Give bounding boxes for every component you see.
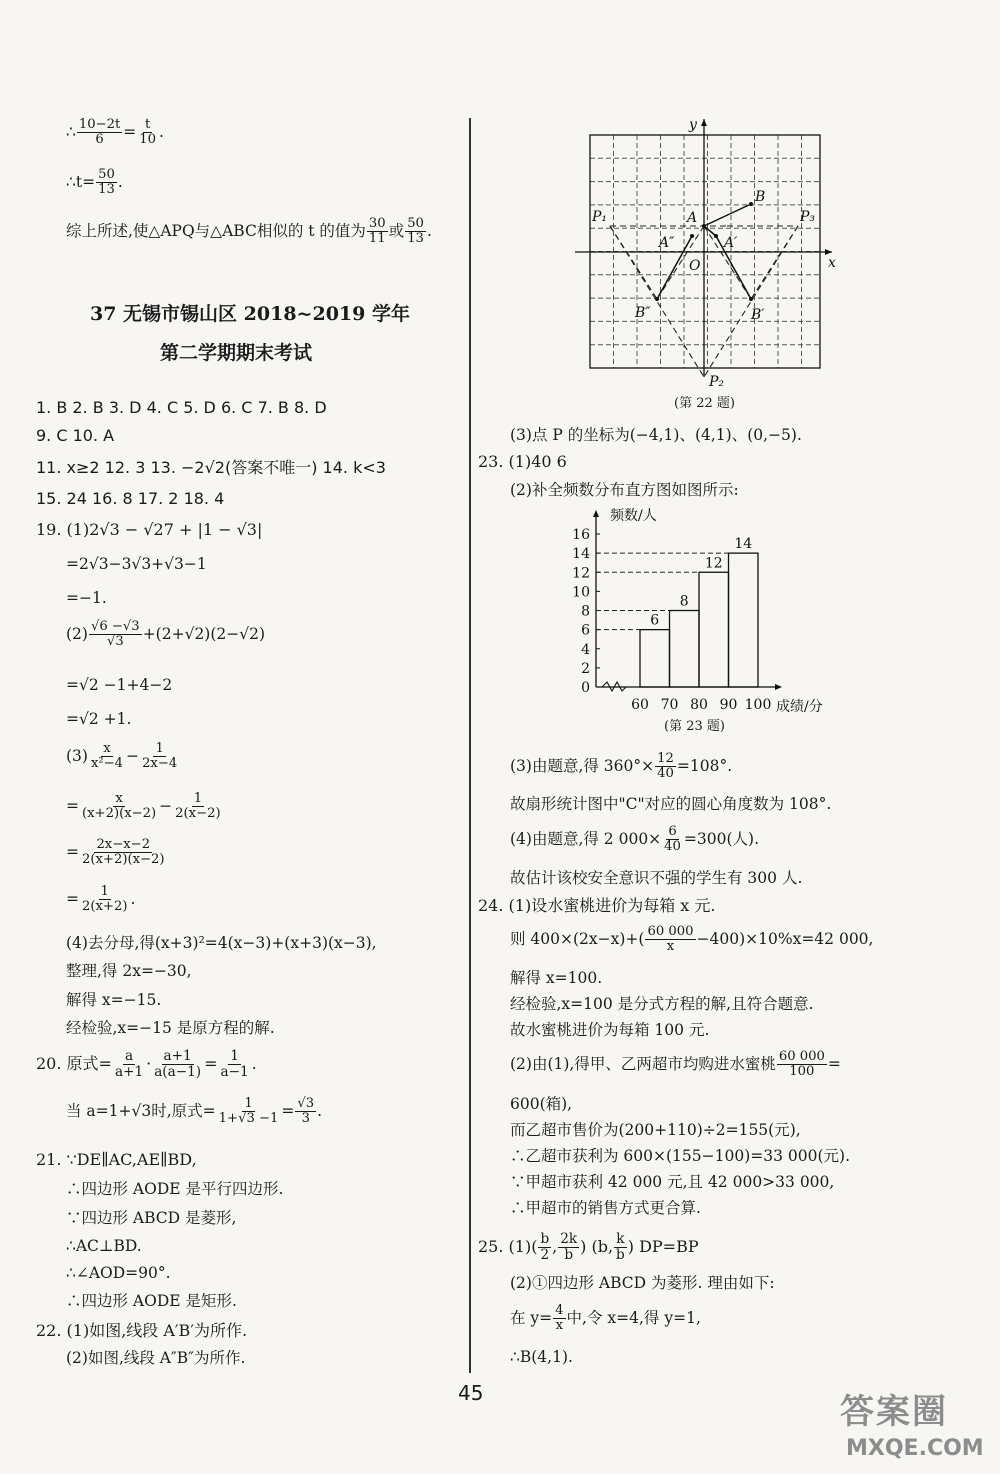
q23-4b: 故估计该校安全意识不强的学生有 300 人. xyxy=(510,869,803,887)
l3-conclusion: 综上所述,使△APQ与△ABC相似的 t 的值为 $\frac{30}{11}$ 或 $\frac{50}{13}$ . xyxy=(66,216,432,247)
answers-9-10: 9. C 10. A xyxy=(36,426,115,445)
hist-x-tick-label: 60 xyxy=(631,697,649,713)
fig22-label-a: A xyxy=(687,210,698,226)
section-subtitle: 第二学期期末考试 xyxy=(160,342,313,364)
fig22-label-x: x xyxy=(828,255,836,271)
q19-1-line1: 19. (1)2√3 − √27 + |1 − √3| xyxy=(36,520,263,539)
q21-line2: ∴四边形 AODE 是平行四边形. xyxy=(66,1180,284,1198)
q19-2-line2: =√2 −1+4−2 xyxy=(66,676,173,694)
hist-y-tick-label: 0 xyxy=(581,680,590,696)
page-number: 45 xyxy=(458,1381,484,1405)
hist-bar xyxy=(729,553,759,687)
q23-3b: 故扇形统计图中"C"对应的圆心角度数为 108°. xyxy=(510,795,832,813)
q19-3-line2: = $\frac{x}{(x+2)(x-2)}$ − $\frac{1}{2(x-2)}$ xyxy=(66,791,221,822)
hist-x-tick-label: 70 xyxy=(660,697,679,713)
q19-2-line1: (2) $\frac{√6 -√3}{√3}$ +(2+√2)(2−√2) xyxy=(66,619,266,650)
hist-y-tick-label: 4 xyxy=(581,641,590,658)
fig22-label-b1: B′ xyxy=(751,307,765,323)
fig22-label-p3: P₃ xyxy=(800,209,816,225)
q24-line9: ∴乙超市获利为 600×(155−100)=33 000(元). xyxy=(510,1147,850,1165)
q21-line4: ∴AC⊥BD. xyxy=(66,1237,142,1255)
q19-3-line1: (3) $\frac{x}{\text{x²−4}}$ − $\frac{1}{2x-4}$ xyxy=(66,741,178,772)
fig22-label-b2: B″ xyxy=(635,305,651,321)
hist-y-tick-label: 14 xyxy=(572,546,590,563)
hist-y-axis-title: 频数/人 xyxy=(610,508,657,524)
fig22-label-p2: P₂ xyxy=(709,374,725,390)
q21-line5: ∴∠AOD=90°. xyxy=(66,1264,171,1282)
section-title: 37 无锡市锡山区 2018~2019 学年 xyxy=(90,303,410,325)
q22-3: (3)点 P 的坐标为(−4,1)、(4,1)、(0,−5). xyxy=(510,426,802,444)
q24-line10: ∵甲超市获利 42 000 元,且 42 000>33 000, xyxy=(510,1173,835,1191)
hist-bar xyxy=(670,611,700,688)
q24-line2: 则 400×(2x−x)+( $\frac{60 000}{x}$ −400)×10%x=42 000, xyxy=(510,924,874,955)
fig22-label-a1: A′ xyxy=(724,235,738,251)
hist-y-tick-label: 6 xyxy=(581,622,590,639)
hist-y-tick-label: 8 xyxy=(581,603,590,620)
q19-3-line4: = $\frac{1}{2(x+2)}$ . xyxy=(66,884,136,915)
q23-4: (4)由题意,得 2 000× $\frac{6}{40}$ =300(人). xyxy=(510,824,760,855)
q24-line4: 经检验,x=100 是分式方程的解,且符合题意. xyxy=(510,995,814,1013)
hist-value-label: 6 xyxy=(650,612,660,629)
watermark-logo: 答案圈 xyxy=(840,1392,948,1432)
l1-equation: ∴ $\frac{10-2t}{6}$ = $\frac{t}{10}$ . xyxy=(66,117,164,148)
hist-x-axis-title: 成绩/分 xyxy=(776,699,823,715)
q21-line1: 21. ∵DE∥AC,AE∥BD, xyxy=(36,1150,197,1169)
fig22-label-y: y xyxy=(689,117,697,133)
q24-line1: 24. (1)设水蜜桃进价为每箱 x 元. xyxy=(478,896,716,915)
fig22-label-o: O xyxy=(689,258,701,274)
q19-2-line3: =√2 +1. xyxy=(66,710,132,728)
q19-1-line3: =−1. xyxy=(66,589,107,607)
q21-line3: ∵四边形 ABCD 是菱形, xyxy=(66,1209,237,1227)
hist-x-tick-label: 100 xyxy=(744,697,772,713)
hist-x-tick-label: 80 xyxy=(690,697,708,713)
column-divider xyxy=(469,118,471,1373)
q22-line1: 22. (1)如图,线段 A′B′为所作. xyxy=(36,1321,248,1340)
q19-4-line1: (4)去分母,得(x+3)²=4(x−3)+(x+3)(x−3), xyxy=(66,934,377,952)
answers-11-14: 11. x≥2 12. 3 13. −2√2(答案不唯一) 14. k<3 xyxy=(36,458,386,477)
q25-line4: ∴B(4,1). xyxy=(510,1348,573,1366)
hist-y-tick-label: 10 xyxy=(572,584,590,601)
l2-equation: ∴t= $\frac{50}{13}$ . xyxy=(66,167,123,198)
q25-line1: 25. (1)( $\frac{b}{2}$ , $\frac{2k}{b}$ ) (b, $\frac{k}{b}$ ) DP=BP xyxy=(478,1231,699,1263)
fig22-label-b: B xyxy=(755,189,766,205)
q19-3-line3: = $\frac{2x-x-2}{2(x+2)(x-2)}$ xyxy=(66,837,165,868)
q19-4-line3: 解得 x=−15. xyxy=(66,991,162,1009)
figure-22-caption: (第 22 题) xyxy=(674,396,735,411)
hist-y-tick-label: 16 xyxy=(572,527,590,543)
q23-3: (3)由题意,得 360°× $\frac{12}{40}$ =108°. xyxy=(510,751,733,782)
q19-4-line4: 经检验,x=−15 是原方程的解. xyxy=(66,1019,275,1037)
watermark-url: MXQE.COM xyxy=(846,1436,984,1461)
hist-value-label: 8 xyxy=(679,593,689,610)
hist-value-label: 14 xyxy=(734,536,753,553)
hist-x-tick-label: 90 xyxy=(719,697,738,713)
figure-23-histogram xyxy=(560,504,850,719)
q24-line7: 600(箱), xyxy=(510,1095,573,1113)
answers-15-18: 15. 24 16. 8 17. 2 18. 4 xyxy=(36,489,225,508)
answers-1-8: 1. B 2. B 3. D 4. C 5. D 6. C 7. B 8. D xyxy=(36,398,327,417)
hist-value-label: 12 xyxy=(704,555,723,572)
hist-bar xyxy=(699,572,729,687)
q24-line5: 故水蜜桃进价为每箱 100 元. xyxy=(510,1021,710,1039)
hist-bar xyxy=(640,630,670,687)
q23-2: (2)补全频数分布直方图如图所示: xyxy=(510,481,739,499)
q24-line8: 而乙超市售价为(200+110)÷2=155(元), xyxy=(510,1121,801,1139)
q24-line3: 解得 x=100. xyxy=(510,969,603,987)
q25-line3: 在 y= $\frac{4}{x}$ 中,令 x=4,得 y=1, xyxy=(510,1303,701,1334)
fig22-label-a2: A″ xyxy=(659,235,675,251)
q19-4-line2: 整理,得 2x=−30, xyxy=(66,962,192,980)
fig22-label-p1: P₁ xyxy=(592,209,608,225)
q20-line1: 20. 原式= $\frac{a}{a+1}$ · $\frac{a+1}{a(a-1)}$ = $\frac{1}{a-1}$ . xyxy=(36,1048,257,1080)
q21-line6: ∴四边形 AODE 是矩形. xyxy=(66,1292,237,1310)
q24-line6: (2)由(1),得甲、乙两超市均购进水蜜桃 $\frac{60 000}{100}$ = xyxy=(510,1049,841,1080)
q22-line2: (2)如图,线段 A″B″为所作. xyxy=(66,1349,246,1367)
q19-1-line2: =2√3−3√3+√3−1 xyxy=(66,555,207,573)
q20-line2: 当 a=1+√3时,原式= $\frac{1}{1+√3 -1}$ = $\frac{√3}{3}$ . xyxy=(66,1096,323,1127)
hist-y-tick-label: 2 xyxy=(581,660,590,677)
figure-23-caption: (第 23 题) xyxy=(664,719,725,734)
figure-22-grid xyxy=(570,115,845,395)
q24-line11: ∴甲超市的销售方式更合算. xyxy=(510,1199,701,1217)
q25-line2: (2)①四边形 ABCD 为菱形. 理由如下: xyxy=(510,1274,775,1292)
q23-1: 23. (1)40 6 xyxy=(478,452,567,471)
hist-y-tick-label: 12 xyxy=(572,565,590,582)
